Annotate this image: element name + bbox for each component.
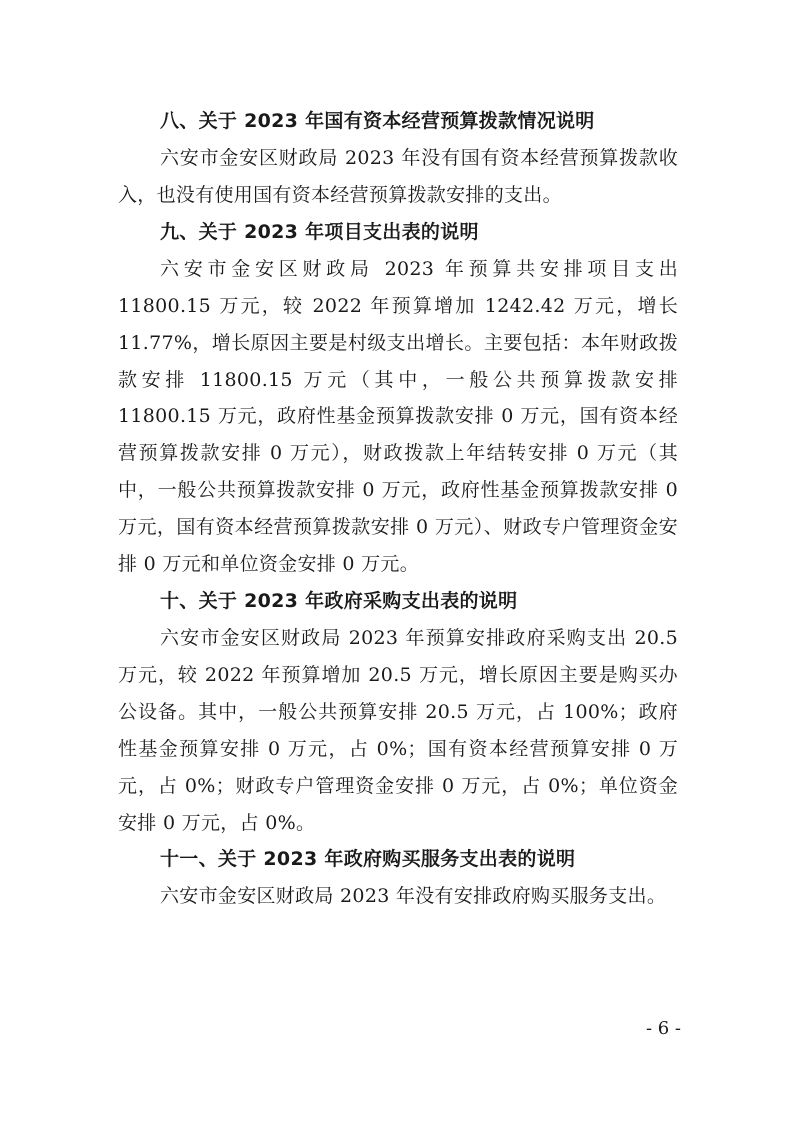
section-11-heading: 十一、关于 2023 年政府购买服务支出表的说明 — [160, 848, 576, 871]
page-number: - 6 - — [645, 1018, 681, 1039]
section-10-heading: 十、关于 2023 年政府采购支出表的说明 — [160, 589, 518, 612]
section-8-heading: 八、关于 2023 年国有资本经营预算拨款情况说明 — [160, 110, 595, 132]
section-8-paragraph: 六安市金安区财政局 2023 年没有国有资本经营预算拨款收入，也没有使用国有资本经营预算拨款安排的支出。 — [118, 147, 678, 206]
section-10-paragraph: 六安市金安区财政局 2023 年预算安排政府采购支出 20.5 万元，较 2022 年预算增加 20.5 万元，增长原因主要是购买办公设备。其中，一般公共预算安排 20.5 万元，占 100%；政府性基金预算安排 0 万元，占 0%；国有资本经营预算安排 0 万元，占 0%；财政专户管理资金安排 0 万元，占 0%；单位资金安排 0 万元，占 0%。 — [118, 626, 678, 834]
section-9-paragraph: 六安市金安区财政局 2023 年预算共安排项目支出 11800.15 万元，较 2022 年预算增加 1242.42 万元，增长 11.77%，增长原因主要是村级支出增长。主要包括：本年财政拨款安排 11800.15 万元（其中，一般公共预算拨款安排 11800.15 万元，政府性基金预算拨款安排 0 万元，国有资本经营预算拨款安排 0 万元），财政拨款上年结转安排 0 万元（其中，一般公共预算拨款安排 0 万元，政府性基金预算拨款安排 0 万元，国有资本经营预算拨款安排 0 万元）、财政专户管理资金安排 0 万元和单位资金安排 0 万元。 — [118, 257, 678, 576]
section-11-paragraph: 六安市金安区财政局 2023 年没有安排政府购买服务支出。 — [160, 885, 667, 908]
document-body — [118, 103, 678, 915]
section-9-heading: 九、关于 2023 年项目支出表的说明 — [160, 220, 479, 243]
